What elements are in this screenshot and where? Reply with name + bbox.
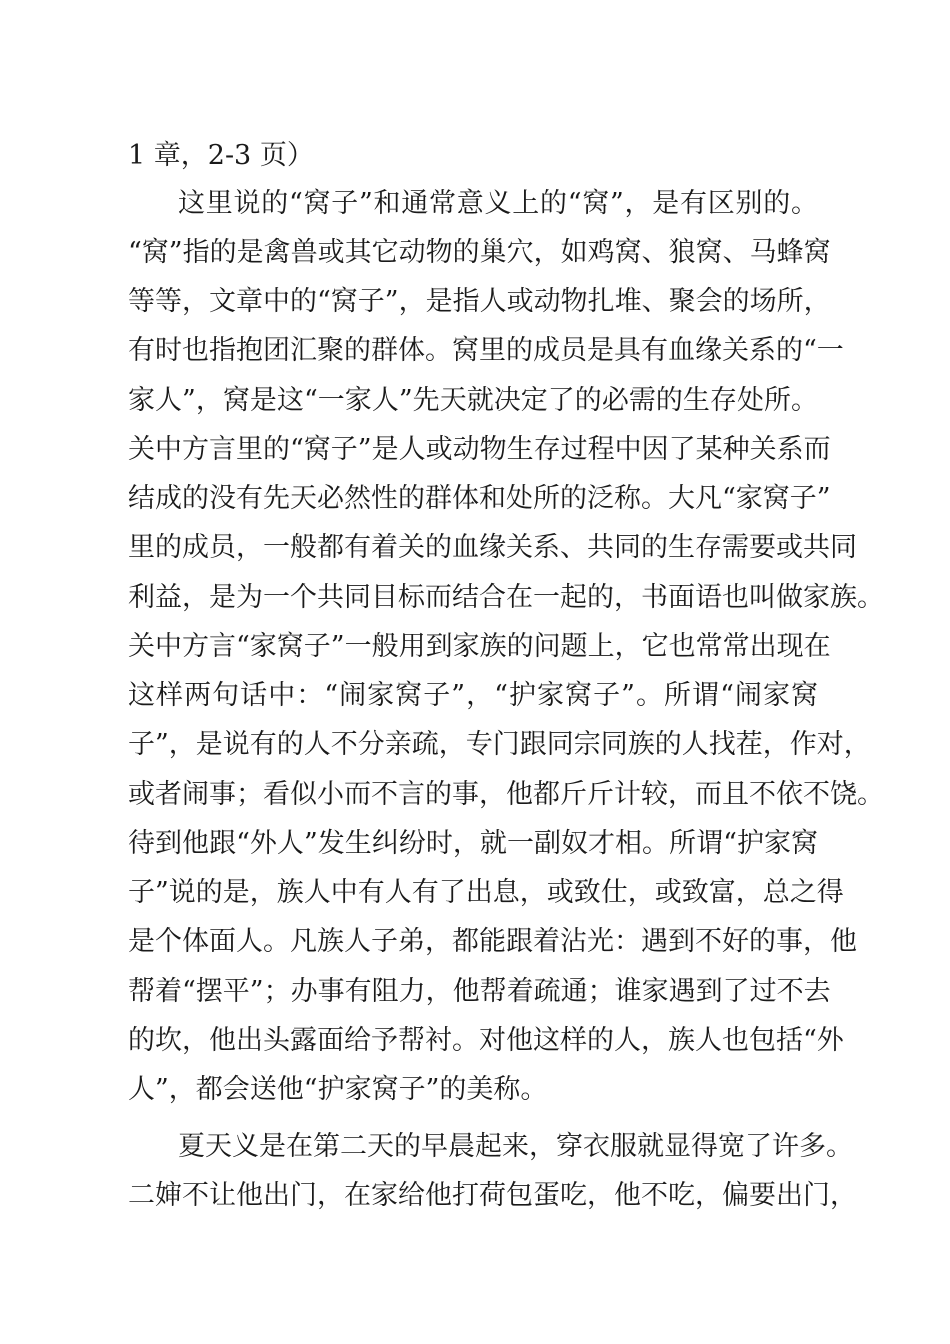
text-line-1: 1 章，2-3 页） [128, 140, 314, 171]
text-line-18: 帮着“摆平”；办事有阻力，他帮着疏通；谁家遇到了过不去 [128, 976, 831, 1007]
text-line-10: 利益，是为一个共同目标而结合在一起的，书面语也叫做家族。 [128, 582, 884, 613]
text-line-22: 二婶不让他出门，在家给他打荷包蛋吃，他不吃，偏要出门， [128, 1180, 857, 1211]
text-line-14: 或者闹事；看似小而不言的事，他都斤斤计较，而且不依不饶。 [128, 779, 884, 810]
text-line-21: 夏天义是在第二天的早晨起来，穿衣服就显得宽了许多。 [178, 1131, 853, 1162]
text-line-9: 里的成员，一般都有着关的血缘关系、共同的生存需要或共同 [128, 532, 857, 563]
text-line-15: 待到他跟“外人”发生纠纷时，就一副奴才相。所谓“护家窝 [128, 828, 818, 859]
text-line-12: 这样两句话中：“闹家窝子”，“护家窝子”。所谓“闹家窝 [128, 680, 818, 711]
text-line-11: 关中方言“家窝子”一般用到家族的问题上，它也常常出现在 [128, 631, 831, 662]
text-line-20: 人”，都会送他“护家窝子”的美称。 [128, 1074, 548, 1105]
text-line-16: 子”说的是，族人中有人有了出息，或致仕，或致富，总之得 [128, 877, 844, 908]
text-line-6: 家人”，窝是这“一家人”先天就决定了的必需的生存处所。 [128, 385, 818, 416]
text-line-5: 有时也指抱团汇聚的群体。窝里的成员是具有血缘关系的“一 [128, 335, 844, 366]
text-line-19: 的坎，他出头露面给予帮衬。对他这样的人，族人也包括“外 [128, 1025, 844, 1056]
text-line-17: 是个体面人。凡族人子弟，都能跟着沾光：遇到不好的事，他 [128, 926, 857, 957]
text-line-3: “窝”指的是禽兽或其它动物的巢穴，如鸡窝、狼窝、马蜂窝 [128, 237, 831, 268]
text-line-4: 等等，文章中的“窝子”，是指人或动物扎堆、聚会的场所， [128, 286, 831, 317]
text-line-2: 这里说的“窝子”和通常意义上的“窝”，是有区别的。 [178, 188, 818, 219]
text-line-8: 结成的没有先天必然性的群体和处所的泛称。大凡“家窝子” [128, 483, 831, 514]
text-line-7: 关中方言里的“窝子”是人或动物生存过程中因了某种关系而 [128, 434, 831, 465]
text-line-13: 子”，是说有的人不分亲疏，专门跟同宗同族的人找茬，作对， [128, 729, 871, 760]
